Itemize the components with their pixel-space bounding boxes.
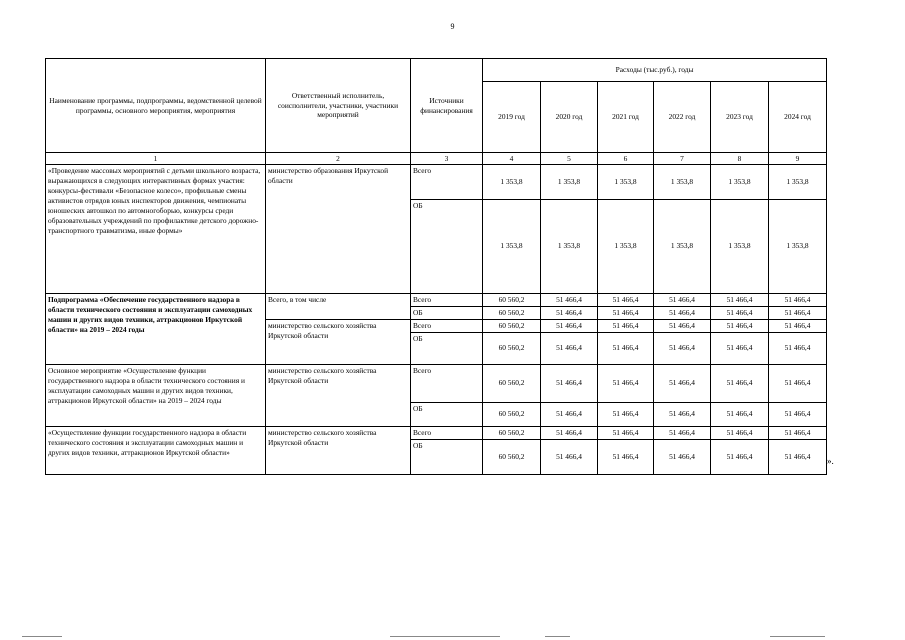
row-value: 51 466,4	[598, 402, 654, 426]
row-source: Всего	[411, 364, 483, 402]
row-value: 51 466,4	[711, 439, 769, 474]
row-value: 51 466,4	[654, 439, 711, 474]
row-value: 51 466,4	[541, 402, 598, 426]
row-value: 51 466,4	[769, 294, 827, 307]
row-value: 51 466,4	[711, 332, 769, 364]
column-number: 2	[266, 153, 411, 165]
row-executor: министерство сельского хозяйства Иркутской области	[266, 319, 411, 364]
row-value: 51 466,4	[541, 439, 598, 474]
row-value: 51 466,4	[654, 426, 711, 439]
scan-artifact	[545, 636, 570, 637]
closing-quote-mark: ».	[827, 456, 834, 466]
page-number: 9	[450, 22, 455, 31]
row-value: 51 466,4	[541, 426, 598, 439]
row-value: 1 353,8	[541, 165, 598, 200]
row-value: 51 466,4	[541, 306, 598, 319]
column-number: 6	[598, 153, 654, 165]
row-value: 51 466,4	[598, 332, 654, 364]
scan-artifact	[770, 636, 825, 637]
row-source: Всего	[411, 319, 483, 332]
header-year: 2020 год	[541, 82, 598, 153]
row-value: 1 353,8	[769, 199, 827, 293]
row-value: 51 466,4	[598, 364, 654, 402]
row-value: 51 466,4	[654, 402, 711, 426]
row-value: 1 353,8	[483, 199, 541, 293]
column-number: 9	[769, 153, 827, 165]
row-executor: Всего, в том числе	[266, 294, 411, 320]
row-value: 51 466,4	[769, 402, 827, 426]
header-year: 2022 год	[654, 82, 711, 153]
row-executor: министерство сельского хозяйства Иркутской области	[266, 364, 411, 426]
row-value: 1 353,8	[598, 165, 654, 200]
row-name: Подпрограмма «Обеспечение государственного надзора в области технического состояния и эксплуатации самоходных машин и других видов техники, аттракционов Иркутской области» на 2019 – 2024 годы	[46, 294, 266, 365]
header-row-top	[46, 59, 827, 82]
row-value: 51 466,4	[598, 294, 654, 307]
column-number: 4	[483, 153, 541, 165]
row-source: ОБ	[411, 306, 483, 319]
row-value: 51 466,4	[711, 402, 769, 426]
row-value: 51 466,4	[541, 294, 598, 307]
row-value: 51 466,4	[711, 319, 769, 332]
row-value: 51 466,4	[769, 319, 827, 332]
row-value: 51 466,4	[769, 364, 827, 402]
table-row	[46, 364, 827, 402]
column-number: 8	[711, 153, 769, 165]
row-source: Всего	[411, 426, 483, 439]
column-number: 1	[46, 153, 266, 165]
row-value: 1 353,8	[598, 199, 654, 293]
row-value: 60 560,2	[483, 439, 541, 474]
row-source: ОБ	[411, 199, 483, 293]
row-name: «Осуществление функции государственного надзора в области технического состояния и эксплуатации самоходных машин и других видов техники, аттракционов Иркутской области»	[46, 426, 266, 474]
row-value: 60 560,2	[483, 364, 541, 402]
row-value: 60 560,2	[483, 402, 541, 426]
budget-table	[45, 58, 827, 475]
header-expenses: Расходы (тыс.руб.), годы	[483, 59, 827, 82]
row-value: 51 466,4	[711, 306, 769, 319]
header-year: 2021 год	[598, 82, 654, 153]
row-value: 51 466,4	[769, 332, 827, 364]
row-value: 1 353,8	[654, 199, 711, 293]
row-value: 51 466,4	[541, 319, 598, 332]
row-value: 60 560,2	[483, 319, 541, 332]
table-row	[46, 426, 827, 439]
row-value: 51 466,4	[711, 426, 769, 439]
row-value: 1 353,8	[654, 165, 711, 200]
row-source: Всего	[411, 165, 483, 200]
header-name: Наименование программы, подпрограммы, ведомственной целевой программы, основного мероприятия, мероприятия	[46, 59, 266, 153]
row-value: 51 466,4	[541, 332, 598, 364]
table-row	[46, 294, 827, 307]
row-value: 60 560,2	[483, 294, 541, 307]
row-source: Всего	[411, 294, 483, 307]
column-number: 7	[654, 153, 711, 165]
row-source: ОБ	[411, 332, 483, 364]
header-executor: Ответственный исполнитель, соисполнители, участники, участники мероприятий	[266, 59, 411, 153]
scan-artifact	[390, 636, 500, 637]
row-value: 51 466,4	[598, 306, 654, 319]
row-value: 51 466,4	[598, 439, 654, 474]
header-year: 2024 год	[769, 82, 827, 153]
row-source: ОБ	[411, 439, 483, 474]
column-number: 5	[541, 153, 598, 165]
row-value: 51 466,4	[769, 306, 827, 319]
row-value: 1 353,8	[541, 199, 598, 293]
row-source: ОБ	[411, 402, 483, 426]
row-name: «Проведение массовых мероприятий с детьми школьного возраста, выражающихся в следующих интерактивных формах участия: конкурсы-фестивали «Безопасное колесо», профильные смены активистов отрядов юных инспекторов движения, чемпионаты юношеских автошкол по автомногоборью, конкурсы среди образовательных учреждений по профилактике детского дорожно-транспортного травматизма, иные формы»	[46, 165, 266, 294]
header-year: 2019 год	[483, 82, 541, 153]
row-value: 51 466,4	[654, 294, 711, 307]
row-value: 60 560,2	[483, 426, 541, 439]
row-value: 51 466,4	[654, 319, 711, 332]
row-value: 51 466,4	[769, 426, 827, 439]
row-value: 60 560,2	[483, 306, 541, 319]
row-value: 51 466,4	[711, 364, 769, 402]
row-value: 51 466,4	[598, 319, 654, 332]
row-value: 51 466,4	[769, 439, 827, 474]
row-value: 1 353,8	[769, 165, 827, 200]
row-value: 1 353,8	[711, 199, 769, 293]
row-value: 51 466,4	[541, 364, 598, 402]
header-source: Источники финансирования	[411, 59, 483, 153]
row-name: Основное мероприятие «Осуществление функции государственного надзора в области технического состояния и эксплуатации самоходных машин и других видов техники, аттракционов Иркутской области» на 2019 – 2024 годы	[46, 364, 266, 426]
row-value: 51 466,4	[654, 364, 711, 402]
column-number: 3	[411, 153, 483, 165]
row-value: 1 353,8	[483, 165, 541, 200]
row-value: 1 353,8	[711, 165, 769, 200]
table-row	[46, 165, 827, 200]
header-year: 2023 год	[711, 82, 769, 153]
scan-artifact	[22, 636, 62, 637]
row-executor: министерство сельского хозяйства Иркутской области	[266, 426, 411, 474]
row-value: 51 466,4	[654, 306, 711, 319]
column-numbers-row	[46, 153, 827, 165]
row-executor: министерство образования Иркутской области	[266, 165, 411, 294]
row-value: 51 466,4	[654, 332, 711, 364]
row-value: 51 466,4	[598, 426, 654, 439]
row-value: 51 466,4	[711, 294, 769, 307]
row-value: 60 560,2	[483, 332, 541, 364]
